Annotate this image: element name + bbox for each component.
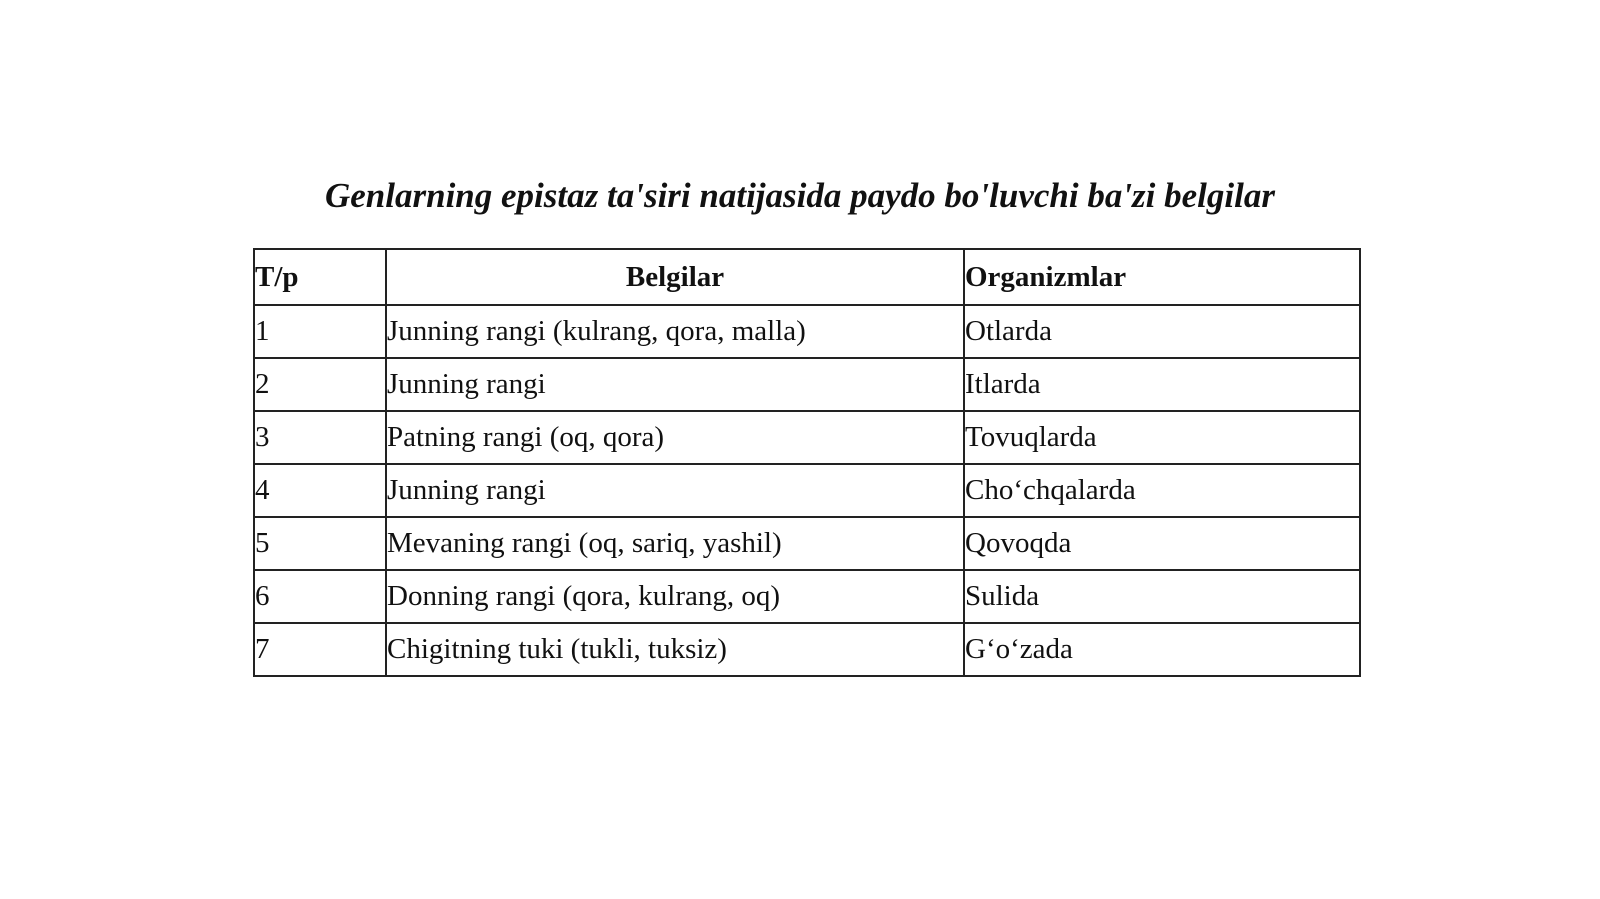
row-organism: Itlarda (964, 358, 1360, 411)
row-organism: G‘o‘zada (964, 623, 1360, 676)
row-trait: Junning rangi (kulrang, qora, malla) (386, 305, 964, 358)
row-number: 7 (254, 623, 386, 676)
row-trait: Junning rangi (386, 358, 964, 411)
row-organism: Sulida (964, 570, 1360, 623)
traits-table (253, 248, 1361, 677)
row-number: 4 (254, 464, 386, 517)
row-number: 6 (254, 570, 386, 623)
row-organism: Tovuqlarda (964, 411, 1360, 464)
row-trait: Donning rangi (qora, kulrang, oq) (386, 570, 964, 623)
row-organism: Qovoqda (964, 517, 1360, 570)
header-traits: Belgilar (386, 249, 964, 305)
row-number: 5 (254, 517, 386, 570)
table-row (254, 358, 1360, 411)
table-title: Genlarning epistaz ta'siri natijasida paydo bo'luvchi ba'zi belgilar (325, 176, 1275, 215)
row-number: 2 (254, 358, 386, 411)
table-row (254, 411, 1360, 464)
table-row (254, 623, 1360, 676)
table-row (254, 464, 1360, 517)
row-trait: Patning rangi (oq, qora) (386, 411, 964, 464)
header-organisms: Organizmlar (964, 249, 1360, 305)
row-number: 3 (254, 411, 386, 464)
row-trait: Chigitning tuki (tukli, tuksiz) (386, 623, 964, 676)
row-number: 1 (254, 305, 386, 358)
table-row (254, 517, 1360, 570)
table-row (254, 305, 1360, 358)
row-organism: Otlarda (964, 305, 1360, 358)
row-trait: Mevaning rangi (oq, sariq, yashil) (386, 517, 964, 570)
row-trait: Junning rangi (386, 464, 964, 517)
header-row (254, 249, 1360, 305)
table-row (254, 570, 1360, 623)
header-number: T/p (254, 249, 386, 305)
row-organism: Cho‘chqalarda (964, 464, 1360, 517)
